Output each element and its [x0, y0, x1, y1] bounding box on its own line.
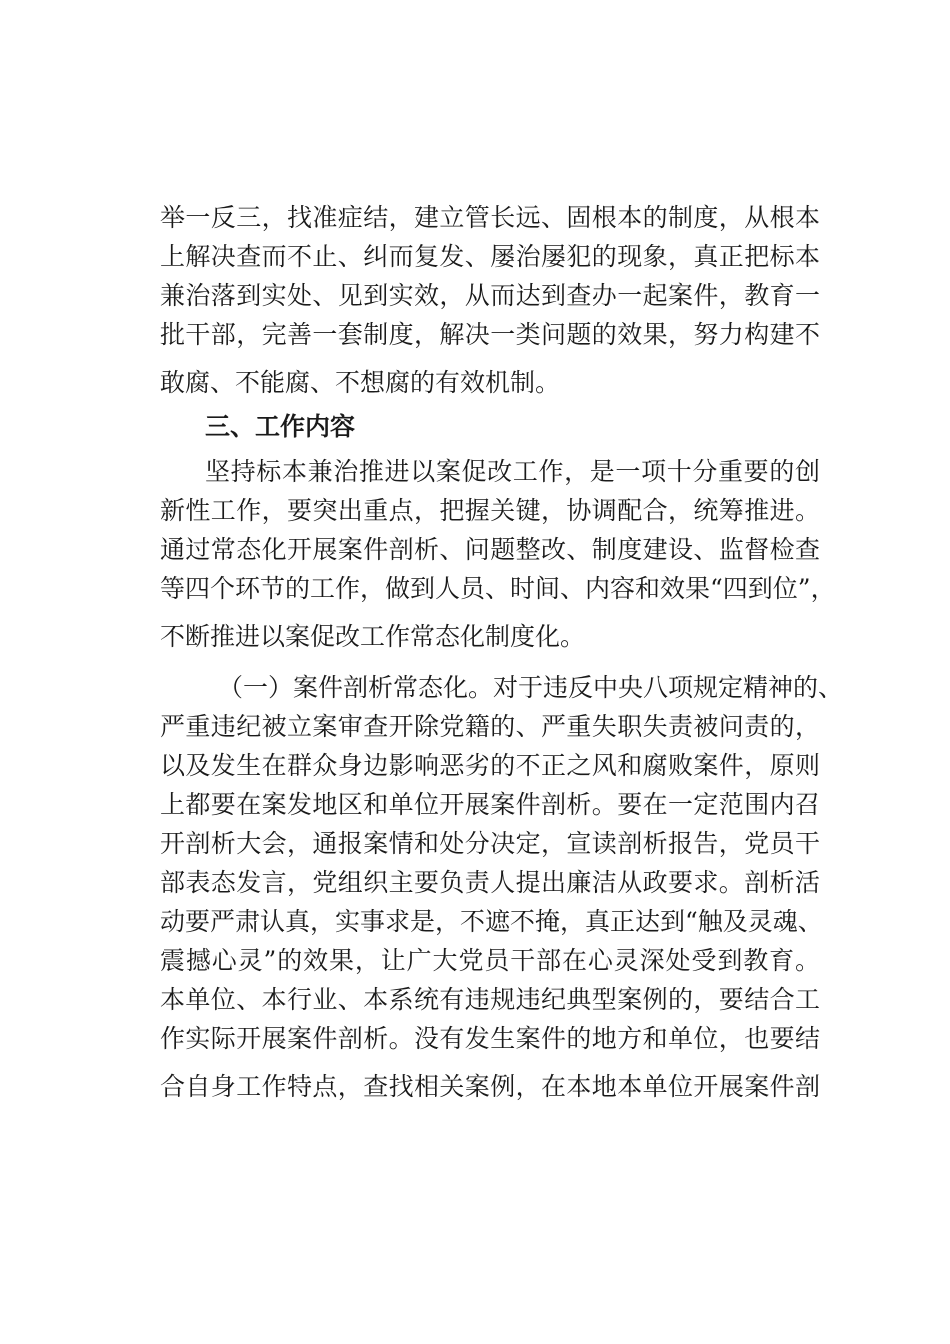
- paragraph-3-line-10: 作实际开展案件剖析。没有发生案件的地方和单位，也要结: [160, 1024, 820, 1053]
- paragraph-1-line-4: 批干部，完善一套制度，解决一类问题的效果，努力构建不: [160, 320, 820, 349]
- paragraph-1-line-2: 上解决查而不止、纠而复发、屡治屡犯的现象，真正把标本: [160, 242, 820, 271]
- section-heading: 三、工作内容: [205, 412, 356, 441]
- paragraph-3-line-2: 严重违纪被立案审查开除党籍的、严重失职失责被问责的，: [160, 712, 820, 741]
- paragraph-3-line-9: 本单位、本行业、本系统有违规违纪典型案例的，要结合工: [160, 985, 820, 1014]
- paragraph-2-line-1: 坚持标本兼治推进以案促改工作，是一项十分重要的创: [205, 457, 820, 486]
- paragraph-2-line-4: 等四个环节的工作，做到人员、时间、内容和效果“四到位”，: [160, 574, 836, 603]
- paragraph-2-line-5: 不断推进以案促改工作常态化制度化。: [160, 622, 586, 651]
- paragraph-3-line-1: （一）案件剖析常态化。对于违反中央八项规定精神的、: [218, 673, 844, 702]
- paragraph-2-line-3: 通过常态化开展案件剖析、问题整改、制度建设、监督检查: [160, 535, 820, 564]
- paragraph-3-line-8: 震撼心灵”的效果，让广大党员干部在心灵深处受到教育。: [160, 946, 820, 975]
- paragraph-3-line-4: 上都要在案发地区和单位开展案件剖析。要在一定范围内召: [160, 790, 820, 819]
- paragraph-1-line-3: 兼治落到实处、见到实效，从而达到查办一起案件，教育一: [160, 281, 820, 310]
- paragraph-3-line-6: 部表态发言，党组织主要负责人提出廉洁从政要求。剖析活: [160, 868, 820, 897]
- paragraph-3-line-11: 合自身工作特点，查找相关案例，在本地本单位开展案件剖: [160, 1072, 820, 1101]
- paragraph-3-line-5: 开剖析大会，通报案情和处分决定，宣读剖析报告，党员干: [160, 829, 820, 858]
- paragraph-2-line-2: 新性工作，要突出重点，把握关键，协调配合，统筹推进。: [160, 496, 820, 525]
- paragraph-1-line-5: 敢腐、不能腐、不想腐的有效机制。: [160, 368, 561, 397]
- paragraph-1-line-1: 举一反三，找准症结，建立管长远、固根本的制度，从根本: [160, 203, 820, 232]
- paragraph-3-line-7: 动要严肃认真，实事求是，不遮不掩，真正达到“触及灵魂、: [160, 907, 823, 936]
- paragraph-3-line-3: 以及发生在群众身边影响恶劣的不正之风和腐败案件，原则: [160, 751, 820, 780]
